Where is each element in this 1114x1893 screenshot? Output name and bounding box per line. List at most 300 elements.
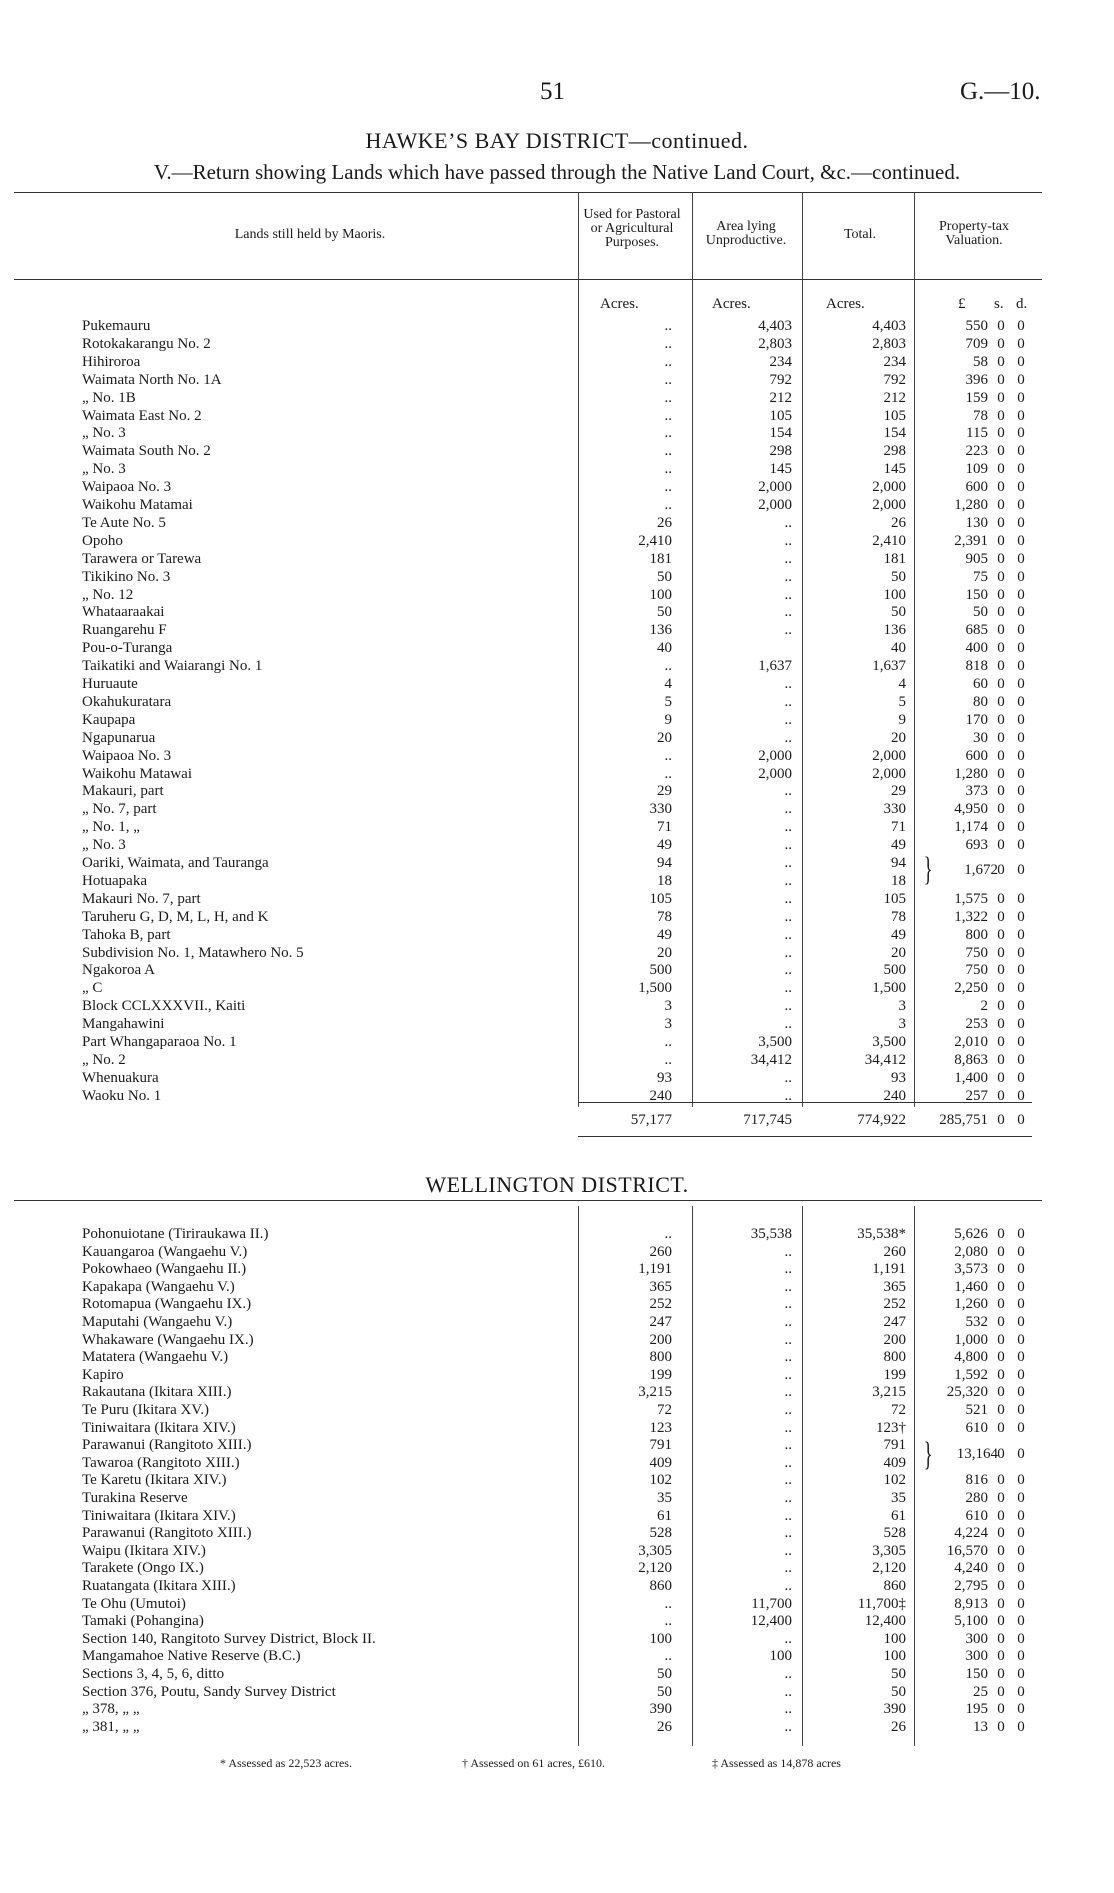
- valuation-pence: 0: [1017, 1630, 1025, 1647]
- valuation-shillings: 0: [997, 1419, 1005, 1436]
- land-name: Matatera (Wangaehu V.): [82, 1349, 229, 1366]
- unproductive-acres: ..: [784, 1261, 792, 1278]
- units-unproductive: Acres.: [712, 296, 751, 312]
- valuation-pounds: 600: [965, 747, 988, 764]
- total-acres: 3,305: [872, 1542, 906, 1559]
- total-acres: 3,500: [872, 1034, 906, 1050]
- valuation-pence: 0: [1017, 1472, 1025, 1489]
- used-acres: 26: [657, 1718, 672, 1735]
- land-name: Rotomapua (Wangaehu IX.): [82, 1296, 252, 1313]
- table-row: [0, 730, 1114, 746]
- land-name: Tiniwaitara (Ikitara XIV.): [82, 1507, 236, 1524]
- valuation-pounds: 4,800: [954, 1349, 988, 1366]
- valuation-pounds: 685: [965, 622, 988, 639]
- valuation-pounds: 300: [965, 1648, 988, 1665]
- used-acres: 528: [649, 1525, 672, 1542]
- valuation-shillings: 0: [997, 568, 1005, 585]
- total-acres: 105: [883, 407, 906, 424]
- total-acres: 1,500: [872, 980, 906, 997]
- table-row: [0, 640, 1114, 656]
- total-acres: 102: [883, 1472, 906, 1489]
- valuation-shillings: 0: [997, 1016, 1005, 1033]
- valuation-shillings: 0: [997, 1630, 1005, 1647]
- unproductive-acres: ..: [784, 729, 792, 746]
- valuation-shillings: 0: [997, 1701, 1005, 1718]
- total-acres: 298: [883, 443, 906, 460]
- valuation-pounds: 750: [965, 962, 988, 979]
- valuation-pence: 0: [1017, 729, 1025, 746]
- unproductive-acres: 105: [769, 407, 792, 424]
- total-acres: 212: [883, 389, 906, 406]
- valuation-pounds: 159: [965, 389, 988, 406]
- valuation-pounds: 8,863: [954, 1051, 988, 1068]
- valuation-shillings: 0: [997, 998, 1005, 1015]
- total-acres: 35: [891, 1490, 906, 1506]
- unproductive-acres: ..: [784, 1507, 792, 1524]
- valuation-shillings: 0: [997, 461, 1005, 478]
- land-name: Rakautana (Ikitara XIII.): [82, 1384, 232, 1401]
- total-acres: 100: [883, 1630, 906, 1647]
- valuation-pounds: 396: [965, 371, 988, 388]
- valuation-pounds: 1,460: [954, 1278, 988, 1295]
- unproductive-acres: ..: [784, 1525, 792, 1542]
- land-name: Pukemauru: [82, 318, 151, 334]
- unproductive-acres: ..: [784, 1402, 792, 1418]
- unproductive-acres: 35,538: [750, 1226, 792, 1242]
- used-acres: 1,191: [638, 1261, 672, 1278]
- table-row: [0, 622, 1114, 638]
- used-acres: 94: [657, 855, 672, 871]
- unproductive-acres: ..: [784, 514, 792, 531]
- table-row: [0, 998, 1114, 1014]
- valuation-pence: 0: [1017, 1261, 1025, 1278]
- unproductive-acres: ..: [784, 1069, 792, 1086]
- unproductive-acres: ..: [784, 568, 792, 585]
- land-name: Makauri No. 7, part: [82, 890, 201, 907]
- units-pence: d.: [1016, 296, 1028, 312]
- valuation-pounds: 13: [973, 1718, 988, 1735]
- valuation-pence: 0: [1017, 1314, 1025, 1330]
- table-subtitle: V.—Return showing Lands which have passed through the Native Land Court, &c.—continued.: [153, 160, 961, 184]
- unproductive-acres: ..: [784, 944, 792, 961]
- valuation-shillings: 0: [997, 586, 1005, 603]
- used-acres: ..: [664, 658, 672, 675]
- land-name: Waikohu Matamai: [82, 497, 193, 513]
- table-row: [0, 1070, 1114, 1086]
- valuation-shillings: 0: [997, 693, 1005, 710]
- valuation-shillings: 0: [997, 1384, 1005, 1401]
- total-acres: 791: [883, 1437, 906, 1454]
- valuation-shillings: 0: [997, 1331, 1005, 1348]
- wellington-district-title: WELLINGTON DISTRICT.: [425, 1172, 689, 1197]
- used-acres: 409: [649, 1454, 672, 1471]
- total-acres: 93: [891, 1069, 906, 1086]
- valuation-pence: 0: [1017, 1560, 1025, 1577]
- table-row: [0, 1402, 1114, 1418]
- column-header-unproductive: Area lying Unproductive.: [705, 219, 787, 248]
- total-acres: 49: [891, 837, 906, 854]
- total-acres: 2,000: [872, 765, 906, 782]
- unproductive-acres: 2,000: [758, 747, 792, 764]
- unproductive-acres: ..: [784, 1472, 792, 1489]
- units-total: Acres.: [826, 296, 865, 312]
- valuation-pence: 0: [1017, 908, 1025, 925]
- unproductive-acres: ..: [784, 1718, 792, 1735]
- land-name: Kauangaroa (Wangaehu V.): [82, 1243, 248, 1260]
- land-name: Hihiroroa: [82, 353, 141, 370]
- valuation-pounds: 75: [973, 568, 988, 585]
- units-used: Acres.: [600, 296, 639, 312]
- total-acres: 61: [891, 1507, 906, 1524]
- land-name: Pohonuiotane (Tiriraukawa II.): [82, 1226, 269, 1242]
- used-acres: 100: [649, 586, 672, 603]
- table-row: [0, 676, 1114, 692]
- land-name: Waikohu Matawai: [82, 765, 193, 782]
- total-acres: 18: [891, 872, 906, 889]
- used-acres: ..: [664, 1613, 672, 1630]
- unproductive-acres: ..: [784, 1016, 792, 1033]
- used-acres: 50: [657, 1666, 672, 1682]
- valuation-shillings: 0: [997, 335, 1005, 352]
- table-row: [0, 945, 1114, 961]
- valuation-shillings: 0: [997, 711, 1005, 728]
- used-acres: 102: [649, 1472, 672, 1489]
- valuation-pence: 0: [1017, 1613, 1025, 1630]
- valuation-shillings: 0: [997, 389, 1005, 406]
- total-acres: 9: [898, 711, 906, 728]
- valuation-pence: 0: [1017, 962, 1025, 979]
- used-acres: 4: [664, 676, 672, 692]
- valuation-pence: 0: [1017, 1718, 1025, 1735]
- valuation-pence: 0: [1017, 586, 1025, 603]
- land-name: Waimata East No. 2: [82, 407, 202, 424]
- used-acres: 49: [657, 926, 672, 943]
- used-acres: ..: [664, 353, 672, 370]
- used-acres: 72: [657, 1402, 672, 1418]
- used-acres: 800: [649, 1349, 672, 1366]
- land-name: Te Aute No. 5: [82, 514, 166, 531]
- table-row: [0, 497, 1114, 513]
- unproductive-acres: 100: [769, 1648, 792, 1665]
- valuation-shillings: 0: [997, 890, 1005, 907]
- unproductive-acres: 3,500: [758, 1034, 792, 1050]
- land-name: „ No. 2: [82, 1051, 126, 1068]
- valuation-shillings: 0: [997, 1718, 1005, 1735]
- land-name: Oariki, Waimata, and Tauranga: [82, 855, 269, 871]
- used-acres: 860: [649, 1578, 672, 1594]
- used-acres: 199: [649, 1366, 672, 1383]
- valuation-pounds: 2,391: [954, 532, 988, 549]
- total-acres: 145: [883, 461, 906, 478]
- valuation-pounds: 223: [965, 443, 988, 460]
- unproductive-acres: ..: [784, 550, 792, 567]
- table-row: [0, 694, 1114, 710]
- valuation-pence: 0: [1017, 783, 1025, 800]
- valuation-pounds: 109: [965, 461, 988, 478]
- valuation-pence: 0: [1017, 1051, 1025, 1068]
- valuation-shillings: 0: [997, 676, 1005, 692]
- table-row: [0, 927, 1114, 943]
- table-row: [0, 891, 1114, 907]
- table-row: [0, 801, 1114, 817]
- valuation-pence: 0: [1017, 1016, 1025, 1033]
- used-acres: ..: [664, 747, 672, 764]
- total-acres: 50: [891, 1666, 906, 1682]
- valuation-pounds: 610: [965, 1507, 988, 1524]
- total-acres: 240: [883, 1087, 906, 1104]
- valuation-shillings: 0: [997, 1366, 1005, 1383]
- unproductive-acres: ..: [784, 855, 792, 871]
- unproductive-acres: ..: [784, 1542, 792, 1559]
- valuation-pounds: 150: [965, 1666, 988, 1682]
- valuation-pence: 0: [1017, 944, 1025, 961]
- table-row: [0, 1314, 1114, 1330]
- valuation-pounds: 195: [965, 1701, 988, 1718]
- used-acres: 3: [664, 998, 672, 1015]
- unproductive-acres: ..: [784, 801, 792, 818]
- land-name: „ No. 3: [82, 425, 126, 442]
- valuation-shillings: 0: [997, 1683, 1005, 1700]
- unproductive-acres: ..: [784, 1683, 792, 1700]
- total-acres: 4: [898, 676, 906, 692]
- table-row: [0, 1016, 1114, 1032]
- totals-bottom-rule: [578, 1136, 1032, 1137]
- table-row: [0, 1684, 1114, 1700]
- valuation-shillings: 0: [997, 1261, 1005, 1278]
- valuation-pence: 0: [1017, 532, 1025, 549]
- valuation-pounds: 2,010: [954, 1034, 988, 1050]
- brace-valuation: 1,672 0 0: [964, 862, 1025, 878]
- total-acres: 72: [891, 1402, 906, 1418]
- used-acres: 136: [649, 622, 672, 639]
- total-acres: 528: [883, 1525, 906, 1542]
- valuation-shillings: 0: [997, 1613, 1005, 1630]
- valuation-shillings: 0: [997, 1349, 1005, 1366]
- valuation-pence: 0: [1017, 550, 1025, 567]
- total-acres: 71: [891, 819, 906, 836]
- table-row: [0, 962, 1114, 978]
- land-name: Te Ohu (Umutoi): [82, 1595, 186, 1612]
- unproductive-acres: ..: [784, 998, 792, 1015]
- land-name: Maputahi (Wangaehu V.): [82, 1314, 233, 1330]
- table-row: [0, 1525, 1114, 1541]
- valuation-pounds: 532: [965, 1314, 988, 1330]
- valuation-shillings: 0: [997, 1034, 1005, 1050]
- table-row: [0, 390, 1114, 406]
- valuation-shillings: 0: [997, 1525, 1005, 1542]
- valuation-shillings: 0: [997, 783, 1005, 800]
- valuation-pence: 0: [1017, 1648, 1025, 1665]
- table-row: [0, 1719, 1114, 1735]
- valuation-pounds: 1,575: [954, 890, 988, 907]
- total-acres: 5: [898, 693, 906, 710]
- valuation-pence: 0: [1017, 1402, 1025, 1418]
- total-acres: 247: [883, 1314, 906, 1330]
- unproductive-acres: 1,637: [758, 658, 792, 675]
- units-shillings: s.: [994, 296, 1004, 312]
- unproductive-acres: ..: [784, 783, 792, 800]
- table-row: [0, 1543, 1114, 1559]
- unproductive-acres: ..: [784, 586, 792, 603]
- total-acres: 105: [883, 890, 906, 907]
- total-acres: 200: [883, 1331, 906, 1348]
- used-acres: 3: [664, 1016, 672, 1033]
- valuation-pounds: 2,795: [954, 1578, 988, 1594]
- used-acres: 20: [657, 944, 672, 961]
- land-name: „ 381, „ „: [82, 1718, 140, 1735]
- table-row: [0, 533, 1114, 549]
- valuation-shillings: 0: [997, 1278, 1005, 1295]
- total-acres: 2,000: [872, 747, 906, 764]
- land-name: Tarawera or Tarewa: [82, 550, 202, 567]
- brace-valuation: 13,164 0 0: [956, 1446, 1025, 1462]
- used-acres: ..: [664, 335, 672, 352]
- valuation-pounds: 1,174: [954, 819, 988, 836]
- column-header-used: Used for Pastoral or Agricultural Purposes.: [583, 207, 681, 250]
- unproductive-acres: ..: [784, 1243, 792, 1260]
- land-name: Waoku No. 1: [82, 1087, 162, 1104]
- valuation-pounds: 25,320: [946, 1384, 988, 1401]
- valuation-shillings: 0: [997, 944, 1005, 961]
- table-row: [0, 1613, 1114, 1629]
- table-row: [0, 587, 1114, 603]
- unproductive-acres: ..: [784, 980, 792, 997]
- unproductive-acres: ..: [784, 908, 792, 925]
- total-acres: 50: [891, 604, 906, 621]
- valuation-pounds: 1,322: [954, 908, 988, 925]
- table-row: [0, 515, 1114, 531]
- valuation-shillings: 0: [997, 1226, 1005, 1242]
- table-row: [0, 1384, 1114, 1400]
- land-name: Huruaute: [82, 676, 138, 692]
- used-acres: 3,215: [638, 1384, 672, 1401]
- total-used: 57,177: [630, 1112, 672, 1128]
- land-name: Tikikino No. 3: [82, 568, 171, 585]
- total-acres: 4,403: [872, 318, 906, 334]
- valuation-shillings: 0: [997, 1490, 1005, 1506]
- table-row: [0, 658, 1114, 674]
- wellington-rule: [14, 1200, 1042, 1201]
- total-acres: 330: [883, 801, 906, 818]
- total-acres: 500: [883, 962, 906, 979]
- valuation-pounds: 4,950: [954, 801, 988, 818]
- valuation-pence: 0: [1017, 1087, 1025, 1104]
- valuation-pounds: 1,400: [954, 1069, 988, 1086]
- land-name: Okahukuratara: [82, 693, 172, 710]
- valuation-pence: 0: [1017, 318, 1025, 334]
- unproductive-acres: ..: [784, 676, 792, 692]
- valuation-pounds: 257: [965, 1087, 988, 1104]
- valuation-pence: 0: [1017, 765, 1025, 782]
- used-acres: ..: [664, 407, 672, 424]
- used-acres: 71: [657, 819, 672, 836]
- valuation-brace: }: [923, 1436, 933, 1473]
- table-row: [0, 551, 1114, 567]
- unproductive-acres: ..: [784, 1384, 792, 1401]
- valuation-shillings: 0: [997, 1666, 1005, 1682]
- total-acres: 78: [891, 908, 906, 925]
- table-row: [0, 1296, 1114, 1312]
- column-header-lands: Lands still held by Maoris.: [234, 227, 386, 242]
- table-row: [0, 766, 1114, 782]
- land-name: Whenuakura: [82, 1069, 159, 1086]
- unproductive-acres: ..: [784, 872, 792, 889]
- valuation-shillings: 0: [997, 1402, 1005, 1418]
- unproductive-acres: ..: [784, 819, 792, 836]
- valuation-pence: 0: [1017, 1069, 1025, 1086]
- total-acres: 100: [883, 586, 906, 603]
- unproductive-acres: ..: [784, 890, 792, 907]
- used-acres: 78: [657, 908, 672, 925]
- unproductive-acres: ..: [784, 837, 792, 854]
- valuation-shillings: 0: [997, 640, 1005, 657]
- valuation-pounds: 50: [973, 604, 988, 621]
- table-row: [0, 1034, 1114, 1050]
- valuation-pounds: 25: [973, 1683, 988, 1700]
- total-acres: 34,412: [864, 1051, 906, 1068]
- valuation-pence: 0: [1017, 407, 1025, 424]
- total-acres: 260: [883, 1243, 906, 1260]
- used-acres: ..: [664, 765, 672, 782]
- used-acres: 240: [649, 1087, 672, 1104]
- valuation-pounds: 550: [965, 318, 988, 334]
- unproductive-acres: ..: [784, 1630, 792, 1647]
- unproductive-acres: ..: [784, 532, 792, 549]
- land-name: Tawaroa (Rangitoto XIII.): [82, 1454, 240, 1471]
- table-row: [0, 336, 1114, 352]
- land-name: Makauri, part: [82, 783, 164, 800]
- land-name: Ruatangata (Ikitara XIII.): [82, 1578, 236, 1594]
- valuation-pence: 0: [1017, 479, 1025, 496]
- unproductive-acres: 34,412: [750, 1051, 792, 1068]
- header-top-rule: [14, 192, 1042, 193]
- used-acres: 123: [649, 1419, 672, 1436]
- total-acres: 2,000: [872, 497, 906, 513]
- total-valuation: 285,751: [939, 1112, 988, 1128]
- valuation-shillings: 0: [997, 407, 1005, 424]
- used-acres: 50: [657, 1683, 672, 1700]
- land-name: „ No. 12: [82, 586, 134, 603]
- land-name: Sections 3, 4, 5, 6, ditto: [82, 1666, 225, 1682]
- table-row: [0, 1420, 1114, 1436]
- unproductive-acres: ..: [784, 962, 792, 979]
- used-acres: ..: [664, 425, 672, 442]
- unproductive-acres: ..: [784, 1701, 792, 1718]
- valuation-pence: 0: [1017, 1578, 1025, 1594]
- unproductive-acres: ..: [784, 1314, 792, 1330]
- header-bottom-rule: [14, 279, 1042, 280]
- valuation-pence: 0: [1017, 1296, 1025, 1313]
- page-title: HAWKE’S BAY DISTRICT—continued.: [365, 128, 749, 153]
- used-acres: 50: [657, 604, 672, 621]
- valuation-pence: 0: [1017, 1349, 1025, 1366]
- table-row: [0, 1560, 1114, 1576]
- unproductive-acres: ..: [784, 1454, 792, 1471]
- used-acres: 9: [664, 711, 672, 728]
- total-acres: 26: [891, 1718, 906, 1735]
- total-acres: 365: [883, 1278, 906, 1295]
- unproductive-acres: ..: [784, 693, 792, 710]
- used-acres: 40: [657, 640, 672, 657]
- used-acres: 26: [657, 514, 672, 531]
- total-acres: 12,400: [864, 1613, 906, 1630]
- land-name: Section 376, Poutu, Sandy Survey District: [82, 1683, 336, 1700]
- valuation-pence: 0: [1017, 980, 1025, 997]
- unproductive-acres: ..: [784, 604, 792, 621]
- used-acres: ..: [664, 461, 672, 478]
- used-acres: ..: [664, 1648, 672, 1665]
- land-name: Waipu (Ikitara XIV.): [82, 1542, 206, 1559]
